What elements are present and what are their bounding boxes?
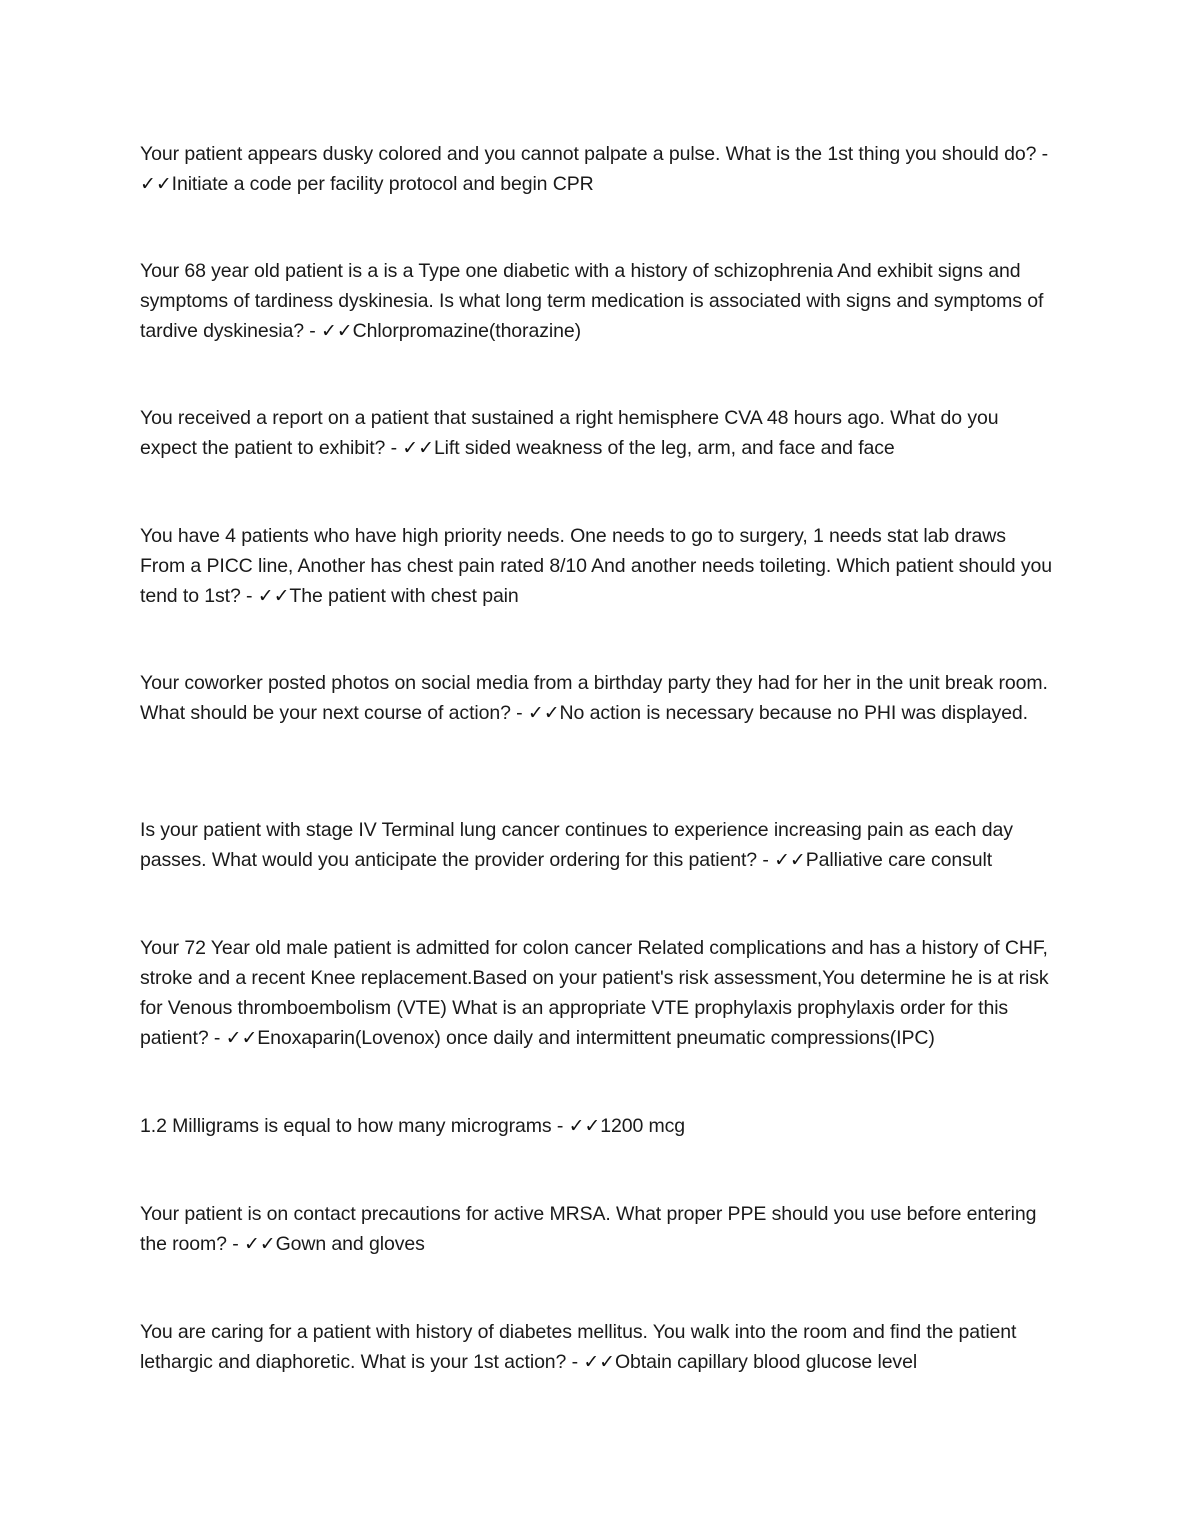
separator: - [385,437,403,459]
double-check-icon: ✓✓ [583,1351,615,1373]
question-text: Is your patient with stage IV Terminal lung cancer continues to experience increasing pain as each day passes. What would you anticipate the provider ordering for this patient? [140,819,1013,871]
double-check-icon: ✓✓ [774,849,806,871]
qa-item [140,256,1055,346]
answer-text: Lift sided weakness of the leg, arm, and face and face [433,437,895,459]
qa-item [140,1199,1055,1259]
question-text: Your coworker posted photos on social media from a birthday party they had for her in the unit break room. What should be your next course of action? [140,672,1048,724]
answer-text: 1200 mcg [600,1115,686,1137]
separator: - [1036,143,1049,165]
double-check-icon: ✓✓ [225,1027,258,1049]
qa-item [140,815,1055,875]
separator: - [566,1351,584,1373]
qa-item [140,139,1055,199]
question-text: Your 68 year old patient is a is a Type one diabetic with a history of schizophrenia And exhibit signs and symptoms of tardiness dyskinesia. Is what long term medication is associated with signs and symptoms of tardive dyskinesia? [140,260,1044,342]
qa-item [140,1111,1055,1141]
question-text: Your patient appears dusky colored and you cannot palpate a pulse. What is the 1st thing you should do? [140,143,1037,165]
answer-text: Obtain capillary blood glucose level [614,1351,918,1373]
qa-item [140,933,1055,1053]
separator: - [510,702,528,724]
double-check-icon: ✓✓ [140,173,172,195]
answer-text: The patient with chest pain [289,585,519,607]
separator: - [226,1233,244,1255]
separator: - [240,585,258,607]
double-check-icon: ✓✓ [243,1233,276,1255]
double-check-icon: ✓✓ [402,437,434,459]
question-text: You have 4 patients who have high priority needs. One needs to go to surgery, 1 needs stat lab draws From a PICC line, Another has chest pain rated 8/10 And another needs toileting. Which patient should you tend to 1st? [140,525,1052,607]
question-text: You are caring for a patient with history of diabetes mellitus. You walk into the room and find the patient lethargic and diaphoretic. What is your 1st action? [140,1321,1017,1373]
separator: - [551,1115,569,1137]
answer-text: Gown and gloves [275,1233,425,1255]
double-check-icon: ✓✓ [257,585,290,607]
qa-item [140,1317,1055,1377]
qa-item [140,403,1055,463]
question-text: Your patient is on contact precautions for active MRSA. What proper PPE should you use before entering the room? [140,1203,1037,1255]
separator: - [208,1027,226,1049]
answer-text: Initiate a code per facility protocol and begin CPR [171,173,594,195]
answer-text: Chlorpromazine(thorazine) [352,320,581,342]
answer-text: Palliative care consult [805,849,993,871]
answer-text: No action is necessary because no PHI was displayed. [559,702,1028,724]
qa-item [140,668,1055,728]
separator: - [303,320,321,342]
double-check-icon: ✓✓ [527,702,560,724]
answer-text: Enoxaparin(Lovenox) once daily and intermittent pneumatic compressions(IPC) [257,1027,935,1049]
double-check-icon: ✓✓ [568,1115,601,1137]
double-check-icon: ✓✓ [320,320,353,342]
question-text: You received a report on a patient that sustained a right hemisphere CVA 48 hours ago. What do you expect the patient to exhibit? [140,407,999,459]
question-text: Your 72 Year old male patient is admitted for colon cancer Related complications and has a history of CHF, stroke and a recent Knee replacement.Based on your patient's risk assessment,You determine he is at risk for Venous thromboembolism (VTE) What is an appropriate VTE prophylaxis prophylaxis order for this patient? [140,937,1049,1049]
separator: - [757,849,775,871]
qa-item [140,521,1055,611]
question-text: 1.2 Milligrams is equal to how many micrograms [140,1115,552,1137]
